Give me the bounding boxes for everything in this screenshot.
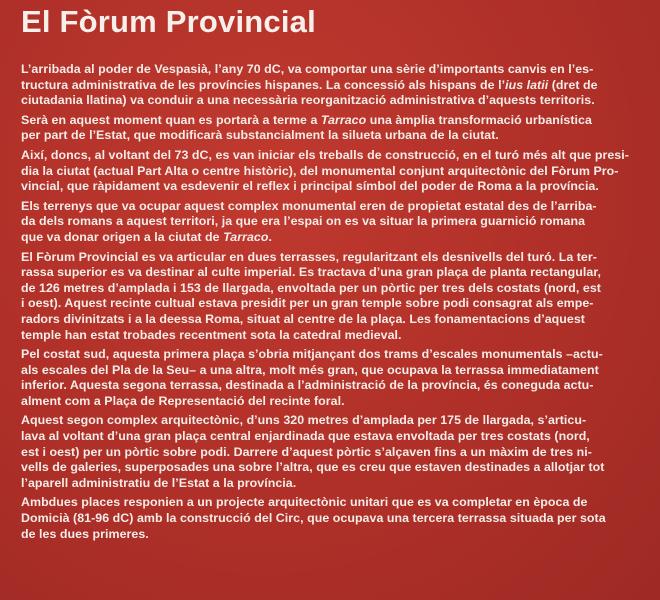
text-line: Aquest segon complex arquitectònic, d’uns 320 metres d’amplada per 175 de llargada, s’articu- <box>21 413 587 428</box>
text-line: Els terrenys que va ocupar aquest complex monumental eren de propietat estatal des de l’arriba- <box>21 198 597 213</box>
text-line: L’arribada al poder de Vespasià, l’any 70 dC, va comportar una sèrie d’importants canvis en l’es- <box>21 62 594 76</box>
text-line: inferior. Aquesta segona terrassa, destinada a l’administració de la província, és coneguda actu- <box>21 378 594 393</box>
text-line: que va donar origen a la ciutat de Tarraco. <box>21 229 272 244</box>
panel-title: El Fòrum Provincial <box>21 4 316 39</box>
text-line: i oest). Aquest recinte cultual estava presidit per un gran temple sobre podi consagrat als empe- <box>21 296 594 311</box>
text-line: ciutadania llatina) va conduir a una necessària reorganització administrativa d’aquests territoris. <box>21 93 595 108</box>
text-line: temple han estat trobades recentment sota la catedral medieval. <box>21 327 402 342</box>
text-line: Serà en aquest moment quan es portarà a terme a Tarraco una àmplia transformació urbanística <box>21 112 592 127</box>
text-line: radors divinitzats i a la deessa Roma, situat al centre de la plaça. Les fonamentacions d’aquest <box>21 311 585 326</box>
text-line: El Fòrum Provincial es va articular en dues terrasses, regularitzant els desnivells del turó. La ter- <box>21 249 597 264</box>
text-line: als escales del Pla de la Seu– a una altra, molt més gran, que ocupava la terrassa immediatament <box>21 362 599 377</box>
text-line: lava al voltant d’una gran plaça central enjardinada que estava envoltada per tres costats (nord, <box>21 429 590 444</box>
paragraph-3 <box>21 148 639 195</box>
text-line: est i oest) per un pòrtic sobre podi. Darrere d’aquest pòrtic s’alçaven fins a un màxim de tres ni- <box>21 444 592 459</box>
paragraph-5 <box>21 250 639 344</box>
text-line: vincial, que ràpidament va esdevenir el reflex i principal símbol del poder de Roma a la província. <box>21 179 599 194</box>
paragraph-7 <box>21 413 639 491</box>
text-line: Pel costat sud, aquesta primera plaça s’obria mitjançant dos trams d’escales monumentals –actu- <box>21 347 603 362</box>
text-line: Ambdues places responien a un projecte arquitectònic unitari que es va completar en època de <box>21 495 588 510</box>
paragraph-6 <box>21 347 639 409</box>
text-line: de 126 metres d’amplada i 153 de llargada, envoltada per un pòrtic per tres dels costats (nord, est <box>21 280 601 295</box>
text-line: Domicià (81-96 dC) amb la construcció del Circ, que ocupava una tercera terrassa situada per sota <box>21 511 606 526</box>
paragraph-1 <box>21 62 639 109</box>
text-line: alment com a Plaça de Representació del recinte foral. <box>21 393 345 408</box>
text-line: rassa superior es va destinar al culte imperial. Es tractava d’una gran plaça de planta rectangular, <box>21 265 602 280</box>
paragraph-2 <box>21 113 639 144</box>
panel-body-text <box>21 62 639 546</box>
text-line: per part de l’Estat, que modificarà substancialment la silueta urbana de la ciutat. <box>21 128 499 143</box>
paragraph-8 <box>21 495 639 542</box>
text-line: dia la ciutat (actual Part Alta o centre històric), del monumental conjunt arquitectònic del Fòrum Pro- <box>21 163 619 178</box>
text-line: da dels romans a aquest territori, ja que era l’espai on es va situar la primera guarnició romana <box>21 214 586 229</box>
text-line: vells de galeries, superposades una sobre l’altra, que es creu que estaven destinades a allotjar tot <box>21 460 605 475</box>
text-line: de les dues primeres. <box>21 526 149 541</box>
text-line: l’aparell administratiu de l’Estat a la província. <box>21 475 297 490</box>
paragraph-4 <box>21 199 639 246</box>
text-line: Així, doncs, al voltant del 73 dC, es van iniciar els treballs de construcció, en el turó més alt que presi- <box>21 147 629 162</box>
text-line: tructura administrativa de les províncies hispanes. La concessió als hispans de l’ius latii (dret de <box>21 77 598 92</box>
